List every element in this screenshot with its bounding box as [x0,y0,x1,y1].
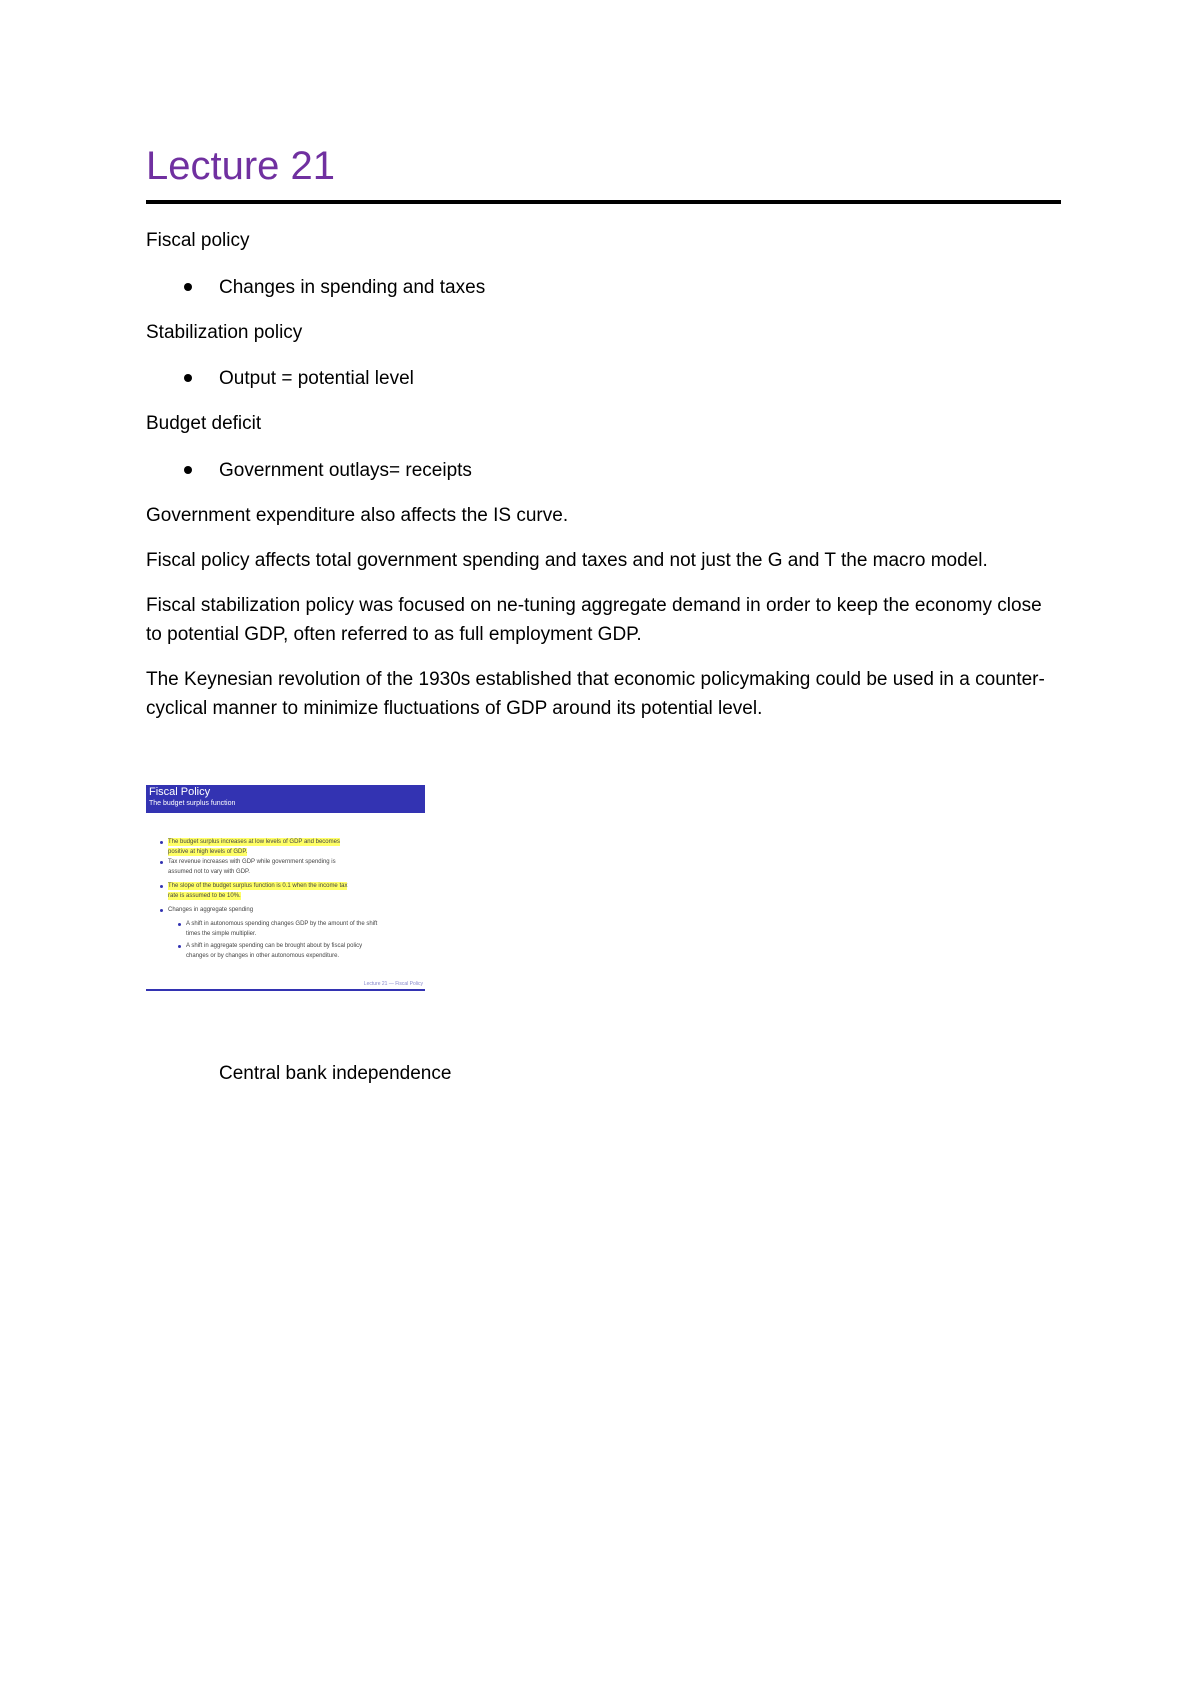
slide-line: The slope of the budget surplus function is 0.1 when the income tax [168,883,348,889]
bullet-dot [184,283,192,291]
slide-line: Changes in aggregate spending [168,907,254,913]
slide-line: positive at high levels of GDP. [168,849,248,855]
paragraph: The Keynesian revolution of the 1930s established that economic policymaking could be used in a counter-cyclical manner to minimize fluctuations of GDP around its potential level. [146,669,1045,719]
paragraph: Fiscal policy affects total government spending and taxes and not just the G and T the macro model. [146,550,988,571]
section-heading-stabilization-policy: Stabilization policy [146,322,303,343]
section-heading-fiscal-policy: Fiscal policy [146,230,250,251]
slide-footer-line [146,989,425,991]
slide-footer-text: Lecture 21 — Fiscal Policy [363,981,423,987]
slide-caption: Central bank independence [219,1063,452,1084]
slide-bullet-dot [160,909,163,912]
title-underline [146,200,1061,204]
slide-subbullet-dot [178,923,181,926]
slide-line: A shift in autonomous spending changes GDP by the amount of the shift [186,921,378,927]
bullet-text-fiscal-policy: Changes in spending and taxes [219,277,486,298]
section-heading-budget-deficit: Budget deficit [146,413,262,434]
slide-title: Fiscal Policy [149,786,211,798]
slide-header [146,785,425,813]
slide-bullet-dot [160,841,163,844]
bullet-dot [184,374,192,382]
slide-subbullet-dot [178,945,181,948]
slide-line: assumed not to vary with GDP. [168,869,250,875]
paragraph: Government expenditure also affects the IS curve. [146,505,569,526]
slide-line: Tax revenue increases with GDP while government spending is [168,859,336,865]
embedded-slide-image [146,785,425,992]
slide-line: rate is assumed to be 10%. [168,893,241,899]
slide-line: The budget surplus increases at low levels of GDP and becomes [168,839,340,845]
bullet-text-budget-deficit: Government outlays= receipts [219,460,472,481]
page-title: Lecture 21 [146,144,336,188]
slide-bullet-dot [160,861,163,864]
slide-bullet-dot [160,885,163,888]
paragraph: Fiscal stabilization policy was focused on ne-tuning aggregate demand in order to keep the economy close to potential GDP, often referred to as full employment GDP. [146,595,1042,645]
slide-line: A shift in aggregate spending can be brought about by fiscal policy [186,943,363,949]
slide-line: times the simple multiplier. [186,931,257,937]
bullet-text-stabilization-policy: Output = potential level [219,368,414,389]
bullet-dot [184,466,192,474]
slide-subtitle: The budget surplus function [149,800,236,807]
slide-line: changes or by changes in other autonomous expenditure. [186,953,340,959]
